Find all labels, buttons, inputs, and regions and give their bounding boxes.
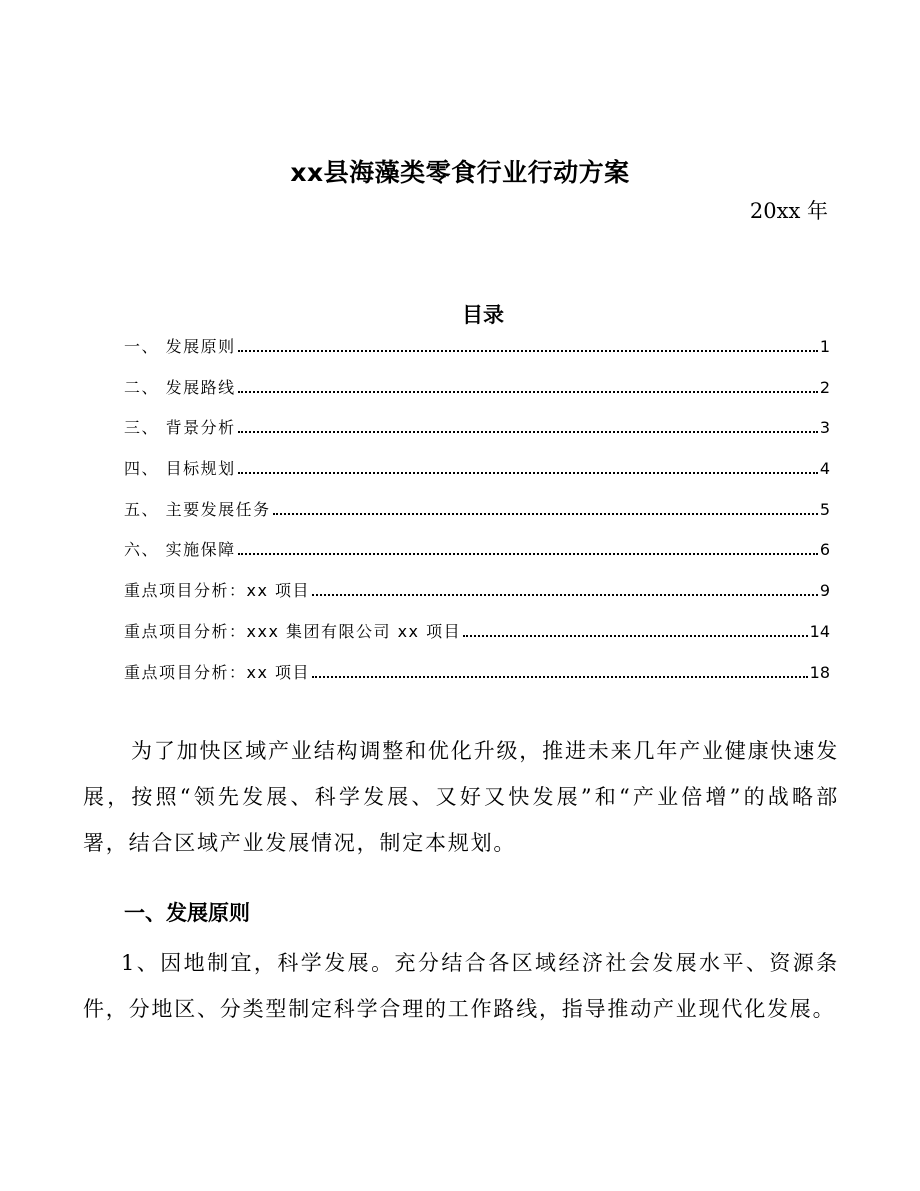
principle-paragraph: 1、因地制宜，科学发展。充分结合各区域经济社会发展水平、资源条件，分地区、分类型制定科学合理的工作路线，指导推动产业现代化发展。 [83,951,839,1021]
toc-entry-label: 重点项目分析：xx 项目 [124,662,311,682]
toc-dot-leader [238,472,818,474]
toc-dot-leader [238,431,818,433]
toc-dot-leader [238,391,818,393]
toc-entry[interactable] [124,618,830,659]
section-heading-development-principles: 一、发展原则 [124,901,250,925]
toc-entry[interactable] [124,659,830,700]
toc-entry-label: 重点项目分析：xx 项目 [124,581,311,601]
toc-entry-label: 重点项目分析：xxx 集团有限公司 xx 项目 [124,621,462,641]
toc-entry-page: 14 [809,621,830,641]
table-of-contents [124,333,830,699]
toc-entry[interactable] [124,536,830,577]
toc-entry[interactable] [124,496,830,537]
toc-entry-page: 18 [809,662,830,682]
toc-entry-page: 1 [819,337,830,356]
toc-dot-leader [312,676,808,678]
toc-dot-leader [312,594,818,596]
toc-entry-page: 6 [819,540,830,560]
toc-entry-label: 一、 发展原则 [124,337,236,356]
toc-entry-page: 2 [819,377,830,397]
toc-entry-label: 二、 发展路线 [124,377,236,397]
toc-dot-leader [273,513,818,515]
toc-entry[interactable] [124,414,830,455]
toc-entry-page: 4 [819,459,830,479]
toc-entry-label: 三、 背景分析 [124,418,236,438]
toc-dot-leader [238,350,818,352]
toc-entry[interactable] [124,374,830,415]
toc-entry-label: 六、 实施保障 [124,540,236,560]
toc-entry[interactable] [124,455,830,496]
toc-entry-page: 5 [819,499,830,519]
toc-dot-leader [463,635,808,637]
toc-entry-page: 3 [819,418,830,438]
toc-entry[interactable] [124,333,830,374]
toc-entry[interactable] [124,577,830,618]
toc-entry-label: 五、 主要发展任务 [124,499,271,519]
toc-entry-page: 9 [819,581,830,601]
toc-dot-leader [238,553,818,555]
document-title: xx县海藻类零食行业行动方案 [290,157,630,187]
intro-paragraph: 为了加快区域产业结构调整和优化升级，推进未来几年产业健康快速发展，按照“领先发展、科学发展、又好又快发展”和“产业倍增”的战略部署，结合区域产业发展情况，制定本规划。 [83,739,839,855]
toc-entry-label: 四、 目标规划 [124,459,236,479]
document-year: 20xx 年 [749,199,828,223]
toc-heading: 目录 [462,303,504,328]
